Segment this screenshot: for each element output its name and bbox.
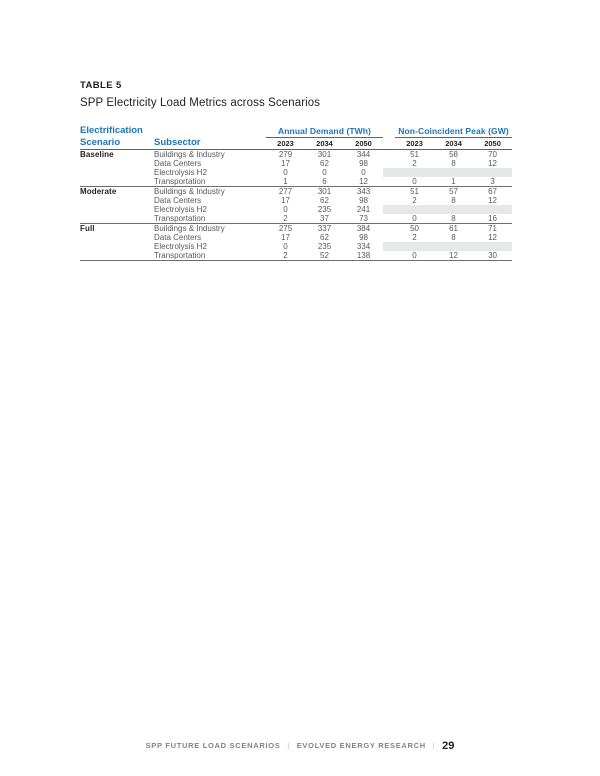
value-cell <box>473 205 512 214</box>
table-row <box>80 223 512 233</box>
subsector-header-label: Subsector <box>154 136 201 148</box>
value-cell: 12 <box>488 158 497 168</box>
value-cell <box>434 205 473 214</box>
table-head <box>80 125 512 149</box>
value-cell: 70 <box>473 149 512 159</box>
value-cell: 0 <box>361 167 366 177</box>
value-cell <box>473 168 512 177</box>
subsector-cell: Electrolysis H2 <box>154 241 207 251</box>
year-header-2034-peak: 2034 <box>445 138 462 148</box>
value-cell: 98 <box>359 195 368 205</box>
value-cell: 3 <box>490 176 495 186</box>
value-cell: 58 <box>434 149 473 159</box>
value-cell: 17 <box>281 232 290 242</box>
value-cell: 12 <box>488 195 497 205</box>
subsector-cell: Data Centers <box>154 195 202 205</box>
table-block <box>80 80 520 261</box>
table-body <box>80 149 512 260</box>
value-cell: 301 <box>305 186 344 196</box>
value-cell: 241 <box>356 204 371 214</box>
year-header-2050-peak: 2050 <box>484 138 501 148</box>
value-cell: 51 <box>395 186 434 196</box>
value-cell: 277 <box>266 186 305 196</box>
value-cell: 6 <box>322 176 327 186</box>
value-cell: 301 <box>305 149 344 159</box>
value-cell: 2 <box>412 195 417 205</box>
footer-left-text: SPP FUTURE LOAD SCENARIOS <box>145 741 281 750</box>
scenario-cell <box>80 159 154 168</box>
value-cell: 0 <box>412 176 417 186</box>
year-header-2034-demand: 2034 <box>316 138 333 148</box>
group-header-noncoincident-peak: Non-Coincident Peak (GW) <box>395 125 512 137</box>
subsector-cell: Transportation <box>154 176 206 186</box>
value-cell: 17 <box>281 158 290 168</box>
scenario-cell <box>80 233 154 242</box>
subsector-cell: Data Centers <box>154 232 202 242</box>
scenario-header-line1: Electrification <box>80 125 143 136</box>
table-row <box>80 177 512 187</box>
group-header-annual-demand: Annual Demand (TWh) <box>266 125 383 137</box>
table-row <box>80 168 512 177</box>
value-cell: 279 <box>266 149 305 159</box>
value-cell: 0 <box>412 213 417 223</box>
value-cell: 71 <box>473 223 512 233</box>
subsector-cell: Buildings & Industry <box>154 149 266 159</box>
value-cell: 1 <box>451 176 456 186</box>
value-cell: 2 <box>283 213 288 223</box>
scenario-cell <box>80 205 154 214</box>
value-cell: 2 <box>412 158 417 168</box>
value-cell: 344 <box>344 149 383 159</box>
value-cell <box>434 242 473 251</box>
value-cell <box>395 205 434 214</box>
subsector-cell: Buildings & Industry <box>154 223 266 233</box>
scenario-cell: Full <box>80 223 154 233</box>
value-cell: 17 <box>281 195 290 205</box>
group-header-row <box>80 125 512 137</box>
value-cell: 67 <box>473 186 512 196</box>
value-cell: 98 <box>359 232 368 242</box>
value-cell: 16 <box>488 213 497 223</box>
page-number: 29 <box>442 740 455 752</box>
value-cell: 37 <box>320 213 329 223</box>
subsector-cell: Transportation <box>154 251 266 261</box>
table-row <box>80 205 512 214</box>
value-cell: 52 <box>305 251 344 261</box>
value-cell: 62 <box>320 195 329 205</box>
value-cell: 2 <box>266 251 305 261</box>
value-cell: 62 <box>320 158 329 168</box>
year-header-2050-demand: 2050 <box>355 138 372 148</box>
year-header-2023-peak: 2023 <box>406 138 423 148</box>
scenario-cell <box>80 177 154 187</box>
value-cell: 1 <box>283 176 288 186</box>
load-metrics-table <box>80 125 512 261</box>
value-cell: 8 <box>451 158 456 168</box>
subsector-column-header <box>154 125 266 149</box>
value-cell: 235 <box>317 241 332 251</box>
scenario-header-line2: Scenario <box>80 136 121 148</box>
subsector-cell: Buildings & Industry <box>154 186 266 196</box>
value-cell: 12 <box>359 176 368 186</box>
value-cell: 235 <box>317 204 332 214</box>
footer-separator-2: | <box>432 741 436 750</box>
table-title: SPP Electricity Load Metrics across Scenarios <box>80 97 321 109</box>
table-row <box>80 149 512 159</box>
value-cell: 0 <box>395 251 434 261</box>
value-cell: 343 <box>344 186 383 196</box>
table-row <box>80 251 512 261</box>
value-cell: 30 <box>473 251 512 261</box>
value-cell: 51 <box>395 149 434 159</box>
subsector-cell: Transportation <box>154 213 206 223</box>
table-row <box>80 186 512 196</box>
value-cell: 337 <box>305 223 344 233</box>
value-cell: 8 <box>451 232 456 242</box>
value-cell <box>395 168 434 177</box>
value-cell: 384 <box>344 223 383 233</box>
subsector-cell: Electrolysis H2 <box>154 167 207 177</box>
table-label: TABLE 5 <box>80 80 122 91</box>
table-row <box>80 242 512 251</box>
value-cell: 0 <box>283 204 288 214</box>
value-cell: 98 <box>359 158 368 168</box>
subsector-cell: Data Centers <box>154 158 202 168</box>
scenario-cell: Baseline <box>80 149 154 159</box>
value-cell <box>434 168 473 177</box>
value-cell: 50 <box>395 223 434 233</box>
value-cell: 0 <box>283 167 288 177</box>
scenario-cell <box>80 196 154 205</box>
scenario-column-header <box>80 125 154 149</box>
value-cell: 138 <box>344 251 383 261</box>
value-cell <box>395 242 434 251</box>
scenario-cell <box>80 214 154 224</box>
value-cell: 61 <box>434 223 473 233</box>
year-header-2023-demand: 2023 <box>277 138 294 148</box>
value-cell: 8 <box>451 195 456 205</box>
scenario-cell <box>80 251 154 261</box>
table-row <box>80 214 512 224</box>
scenario-cell <box>80 242 154 251</box>
table-row <box>80 159 512 168</box>
page-footer <box>0 740 600 752</box>
value-cell <box>473 242 512 251</box>
value-cell: 57 <box>434 186 473 196</box>
value-cell: 12 <box>488 232 497 242</box>
value-cell: 8 <box>451 213 456 223</box>
subsector-cell: Electrolysis H2 <box>154 204 207 214</box>
table-row <box>80 196 512 205</box>
footer-right-text: EVOLVED ENERGY RESEARCH <box>296 741 426 750</box>
value-cell: 2 <box>412 232 417 242</box>
value-cell: 62 <box>320 232 329 242</box>
value-cell: 334 <box>356 241 371 251</box>
value-cell: 275 <box>266 223 305 233</box>
value-cell: 0 <box>283 241 288 251</box>
value-cell: 12 <box>434 251 473 261</box>
footer-separator-1: | <box>287 741 290 750</box>
scenario-cell <box>80 168 154 177</box>
scenario-cell: Moderate <box>80 186 154 196</box>
table-row <box>80 233 512 242</box>
value-cell: 0 <box>322 167 327 177</box>
value-cell: 73 <box>359 213 368 223</box>
